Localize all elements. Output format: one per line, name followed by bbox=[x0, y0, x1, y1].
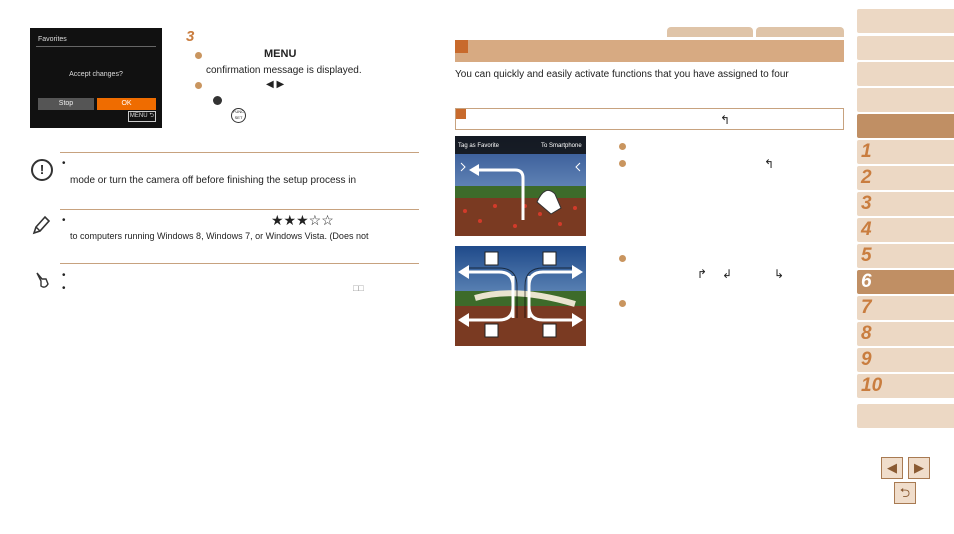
chapter-number: 8 bbox=[861, 323, 872, 344]
divider bbox=[60, 263, 419, 264]
nav-tab-current[interactable] bbox=[857, 114, 954, 138]
screen-title: Favorites bbox=[38, 36, 67, 43]
step-text-line: confirmation message is displayed. bbox=[206, 65, 362, 76]
chapter-tab-4[interactable] bbox=[857, 218, 954, 242]
chapter-number: 2 bbox=[861, 167, 872, 188]
chapter-number: 7 bbox=[861, 297, 872, 318]
nav-tab-contents[interactable] bbox=[857, 36, 954, 60]
divider bbox=[60, 152, 419, 153]
tag-as-favorite-label: Tag as Favorite bbox=[458, 143, 500, 149]
left-right-arrows: ◀ ▶ bbox=[266, 79, 285, 90]
header-tab bbox=[756, 27, 844, 37]
bullet-dot bbox=[619, 255, 626, 262]
stop-button: Stop bbox=[38, 98, 94, 110]
header-tab bbox=[667, 27, 753, 37]
chapter-tab-7[interactable] bbox=[857, 296, 954, 320]
chapter-tab-6[interactable] bbox=[857, 270, 954, 294]
chapter-number: 9 bbox=[861, 349, 872, 370]
chapter-tab-3[interactable] bbox=[857, 192, 954, 216]
chapter-number: 6 bbox=[861, 271, 872, 292]
four-direction-screenshot bbox=[455, 246, 586, 346]
bullet-dot bbox=[619, 143, 626, 150]
bullet-mark: • bbox=[62, 215, 66, 226]
pencil-note-icon bbox=[31, 214, 51, 236]
chapter-tab-9[interactable] bbox=[857, 348, 954, 372]
rating-stars: ★★★☆☆ bbox=[271, 212, 334, 228]
to-smartphone-label: To Smartphone bbox=[541, 143, 582, 149]
title-marker bbox=[455, 40, 468, 53]
subsection-title-bar bbox=[455, 108, 844, 130]
nav-tab-index[interactable] bbox=[857, 62, 954, 86]
bullet-dot bbox=[195, 52, 202, 59]
back-button[interactable]: ⮌ bbox=[894, 482, 916, 504]
chapter-tab-1[interactable] bbox=[857, 140, 954, 164]
chapter-number: 5 bbox=[861, 245, 872, 266]
bullet-mark: • bbox=[62, 158, 66, 169]
caution-icon: ! bbox=[31, 159, 53, 181]
bullet-dot bbox=[619, 300, 626, 307]
chapter-tab-8[interactable] bbox=[857, 322, 954, 346]
swipe-up-left-icon: ↰ bbox=[764, 157, 775, 171]
menu-key-label: MENU bbox=[264, 48, 297, 60]
step-number: 3 bbox=[186, 28, 195, 45]
note-text: to computers running Windows 8, Windows 7, or Windows Vista. (Does not bbox=[70, 231, 369, 241]
chapter-tab-5[interactable] bbox=[857, 244, 954, 268]
nav-tab-basic[interactable] bbox=[857, 88, 954, 112]
subsection-marker bbox=[456, 109, 466, 119]
nav-tab-appendix[interactable] bbox=[857, 404, 954, 428]
swipe-up-right-icon: ↱ bbox=[697, 267, 708, 281]
intro-text: You can quickly and easily activate functions that you have assigned to four bbox=[455, 69, 789, 80]
ok-button: OK bbox=[97, 98, 156, 110]
confirm-message: Accept changes? bbox=[69, 71, 123, 78]
swipe-down-right-icon: ↳ bbox=[774, 267, 785, 281]
section-title-bar bbox=[455, 40, 844, 62]
chapter-tab-10[interactable] bbox=[857, 374, 954, 398]
chapter-tab-2[interactable] bbox=[857, 166, 954, 190]
camera-screen-preview bbox=[30, 28, 162, 128]
swipe-down-left-icon: ↲ bbox=[722, 267, 733, 281]
screen-divider bbox=[36, 46, 156, 47]
chapter-number: 10 bbox=[861, 375, 883, 396]
chapter-number: 3 bbox=[861, 193, 872, 214]
previous-page-button[interactable]: ◀ bbox=[881, 457, 903, 479]
chapter-number: 1 bbox=[861, 141, 872, 162]
bullet-mark: • bbox=[62, 283, 66, 294]
func-set-button-icon: FUNC SET bbox=[231, 108, 246, 123]
divider bbox=[60, 209, 419, 210]
page-reference-icon: □□ bbox=[353, 283, 364, 293]
nav-tab-cover[interactable] bbox=[857, 9, 954, 33]
tip-hand-icon bbox=[33, 270, 51, 290]
next-page-button[interactable]: ▶ bbox=[908, 457, 930, 479]
caution-text: mode or turn the camera off before finishing the setup process in bbox=[70, 175, 357, 186]
bullet-dot bbox=[195, 82, 202, 89]
menu-back-icon: MENU ⮌ bbox=[128, 111, 156, 122]
chapter-number: 4 bbox=[861, 219, 872, 240]
touch-action-screenshot bbox=[455, 136, 586, 236]
bullet-dot bbox=[619, 160, 626, 167]
bullet-mark: • bbox=[62, 270, 66, 281]
control-dial-icon bbox=[213, 96, 222, 105]
swipe-up-left-icon: ↰ bbox=[720, 113, 731, 127]
